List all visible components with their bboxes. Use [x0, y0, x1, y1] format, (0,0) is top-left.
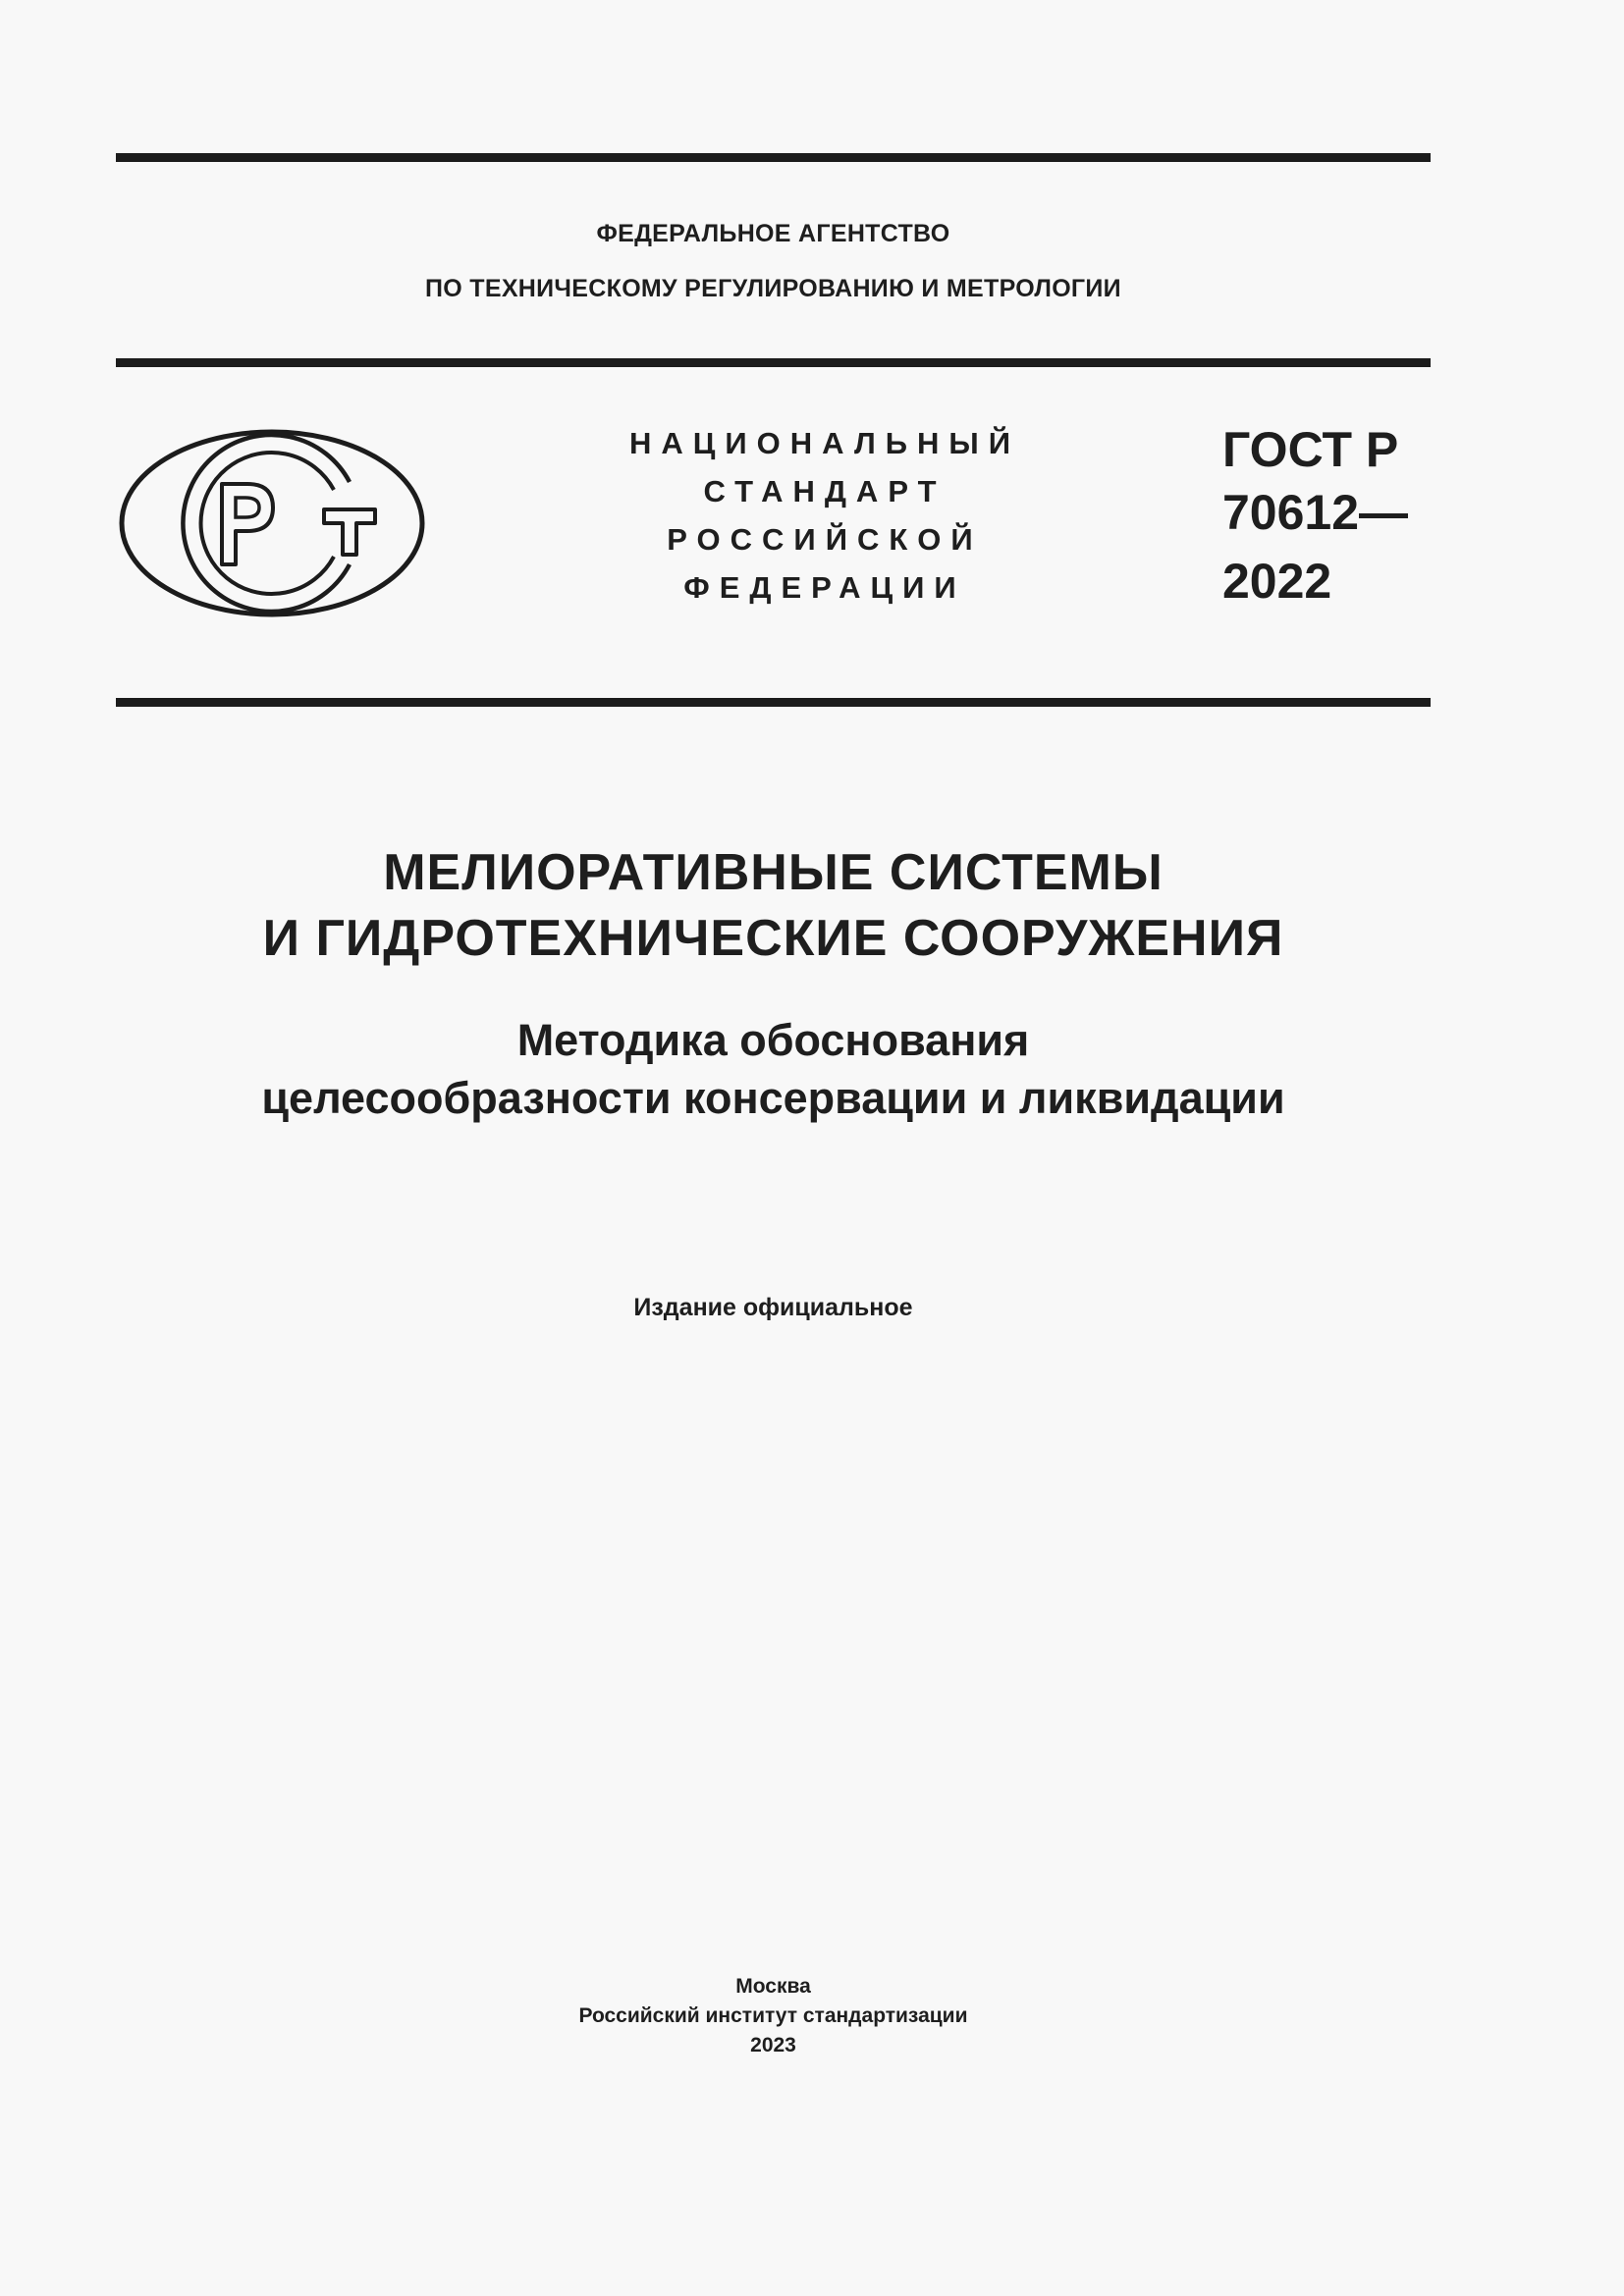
national-standard-label-line-1: НАЦИОНАЛЬНЫЙ: [628, 426, 1021, 460]
standard-designation-line-1: ГОСТ Р: [1222, 422, 1399, 477]
national-standard-label-line-3: РОССИЙСКОЙ: [667, 522, 983, 557]
national-standard-label-line-2: СТАНДАРТ: [703, 474, 947, 508]
header-divider-rule: [116, 358, 1431, 367]
document-subtitle-line-2: целесообразности консервации и ликвидации: [261, 1073, 1285, 1123]
agency-name-line-1: ФЕДЕРАЛЬНОЕ АГЕНТСТВО: [596, 220, 950, 247]
section-divider-rule: [116, 698, 1431, 707]
imprint-year: 2023: [750, 2034, 796, 2056]
document-title-line-2: И ГИДРОТЕХНИЧЕСКИЕ СООРУЖЕНИЯ: [262, 910, 1284, 967]
national-standard-label-line-4: ФЕДЕРАЦИИ: [683, 570, 966, 605]
top-divider-rule: [116, 153, 1431, 162]
agency-name-line-2: ПО ТЕХНИЧЕСКОМУ РЕГУЛИРОВАНИЮ И МЕТРОЛОГИИ: [425, 275, 1121, 302]
document-title-line-1: МЕЛИОРАТИВНЫЕ СИСТЕМЫ: [383, 844, 1164, 901]
imprint-city: Москва: [735, 1975, 811, 1998]
edition-label: Издание официальное: [633, 1294, 913, 1321]
rst-certification-mark-icon: [116, 425, 428, 621]
document-subtitle-line-1: Методика обоснования: [516, 1015, 1030, 1065]
imprint-publisher: Российский институт стандартизации: [578, 2004, 968, 2027]
standard-designation-line-3: 2022: [1222, 554, 1332, 609]
standard-designation-line-2: 70612—: [1222, 485, 1409, 540]
